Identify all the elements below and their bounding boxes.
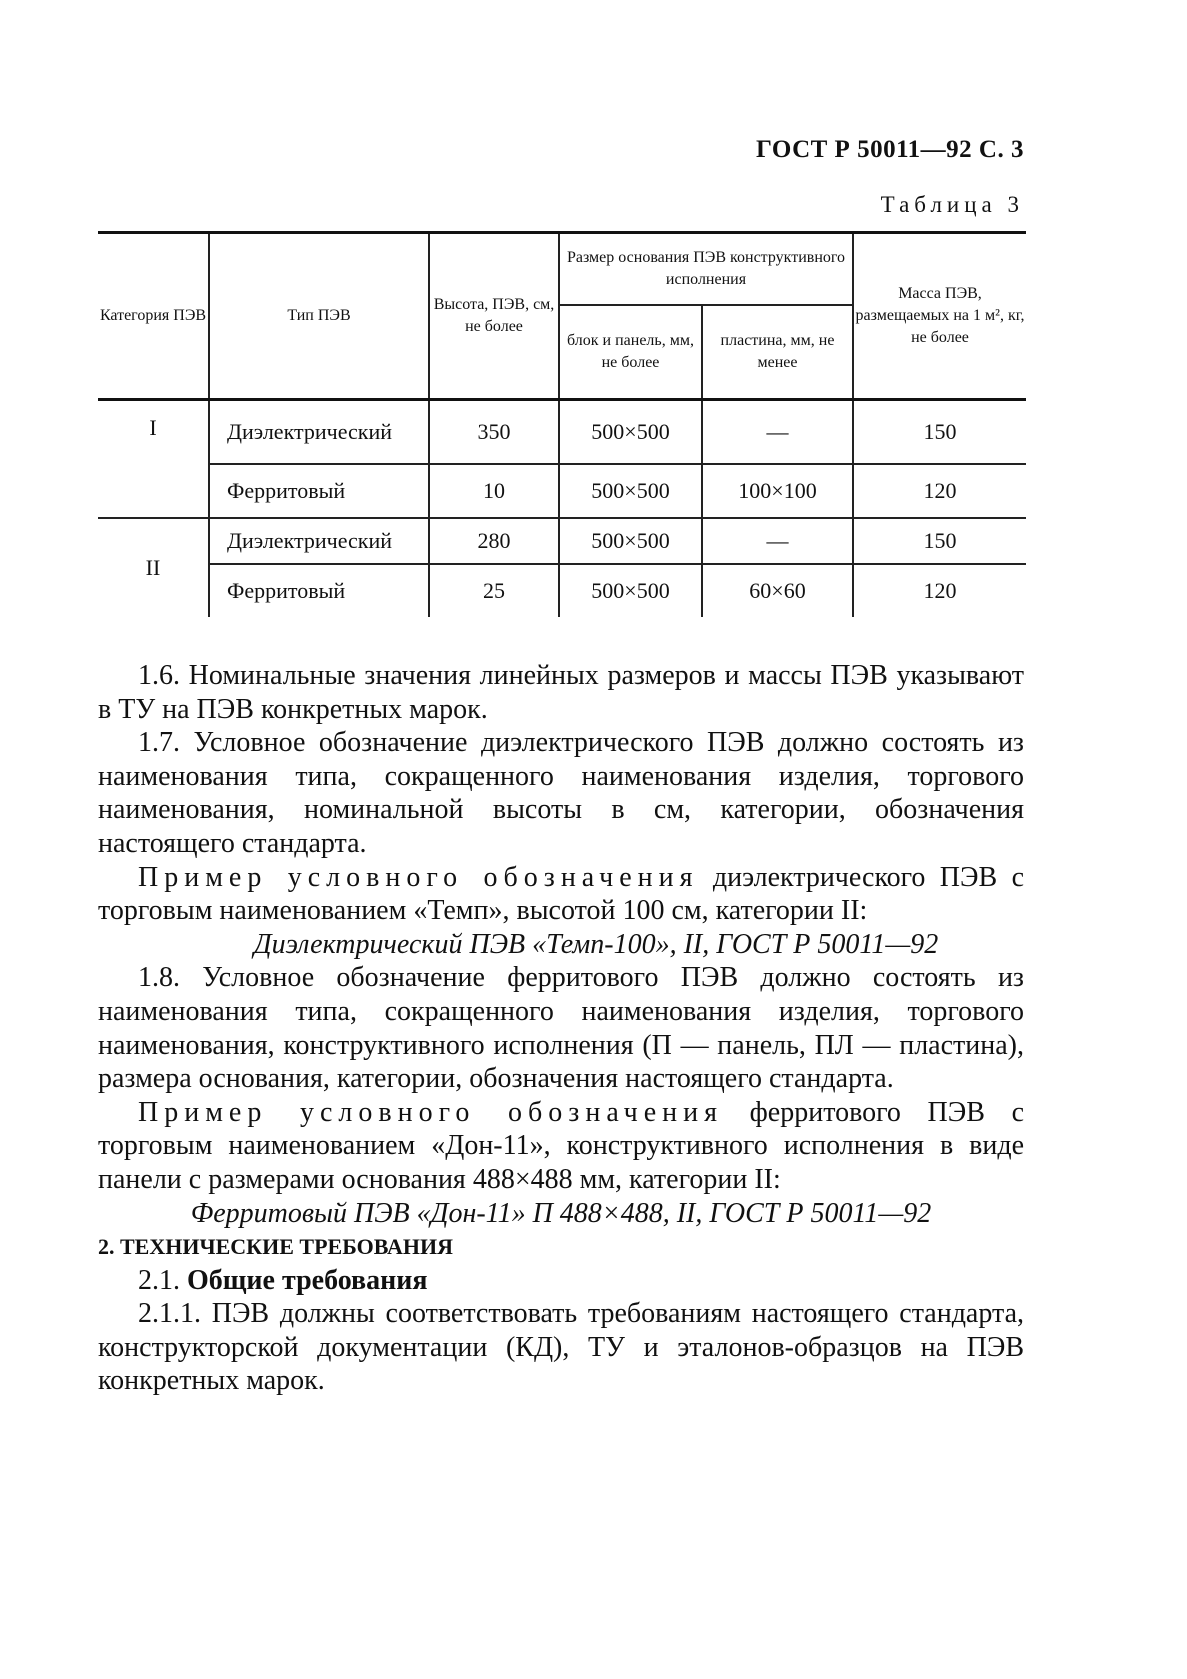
example-label: Пример условного обозначения	[138, 1096, 723, 1128]
cell-category: I	[98, 400, 209, 519]
header-mass: Масса ПЭВ, размещаемых на 1 м², кг, не более	[853, 233, 1026, 400]
table-row	[98, 518, 1026, 564]
cell-block: 500×500	[559, 564, 702, 617]
cell-plate: 100×100	[702, 464, 853, 518]
subsection-2-1	[98, 1264, 1024, 1298]
paragraph-1-6: 1.6. Номинальные значения линейных размеров и массы ПЭВ указывают в ТУ на ПЭВ конкретных марок.	[98, 660, 1024, 725]
example-1	[98, 861, 1024, 928]
header-base-size: Размер основания ПЭВ конструктивного исполнения	[559, 233, 853, 306]
paragraph-1-8: 1.8. Условное обозначение ферритового ПЭВ должно состоять из наименования типа, сокращенного наименования изделия, торгового наименования, конструктивного исполнения (П — панель, ПЛ — пластина), размера основания, категории, обозначения настоящего стандарта.	[98, 962, 1024, 1095]
header-height: Высота, ПЭВ, см, не более	[429, 233, 559, 400]
cell-mass: 150	[853, 518, 1026, 564]
cell-type: Ферритовый	[209, 464, 429, 518]
table-row	[98, 400, 1026, 465]
paragraph-1-7: 1.7. Условное обозначение диэлектрического ПЭВ должно состоять из наименования типа, сокращенного наименования изделия, торгового наименования, номинальной высоты в см, категории, обозначения настоящего стандарта.	[98, 727, 1024, 859]
cell-plate: —	[702, 518, 853, 564]
cell-height: 25	[429, 564, 559, 617]
subsection-title: Общие требования	[187, 1264, 428, 1296]
cell-category: II	[98, 518, 209, 617]
example-text: диэлектрического ПЭВ с торговым наименованием «Темп», высотой 100 см, категории II:	[98, 861, 1024, 927]
table-row	[98, 464, 1026, 518]
table-row	[98, 564, 1026, 617]
header-base-block: блок и панель, мм, не более	[559, 305, 702, 400]
specification-table	[98, 231, 1026, 617]
subsection-number: 2.1.	[138, 1264, 187, 1296]
cell-plate: —	[702, 400, 853, 465]
cell-block: 500×500	[559, 400, 702, 465]
example-label: Пример условного обозначения	[138, 861, 699, 893]
example-2	[98, 1096, 1024, 1197]
header-type: Тип ПЭВ	[209, 233, 429, 400]
body-text	[98, 659, 1024, 1398]
example-1-designation: Диэлектрический ПЭВ «Темп-100», II, ГОСТ Р 50011—92	[253, 928, 939, 960]
header-base-plate: пластина, мм, не менее	[702, 305, 853, 400]
cell-mass: 120	[853, 564, 1026, 617]
example-2-designation: Ферритовый ПЭВ «Дон-11» П 488×488, II, ГОСТ Р 50011—92	[190, 1197, 932, 1229]
cell-type: Диэлектрический	[209, 518, 429, 564]
cell-block: 500×500	[559, 518, 702, 564]
header-category: Категория ПЭВ	[98, 233, 209, 400]
section-2-title: 2. ТЕХНИЧЕСКИЕ ТРЕБОВАНИЯ	[98, 1234, 453, 1260]
example-text: ферритового ПЭВ с торговым наименованием «Дон-11», конструктивного исполнения в виде панели с размерами основания 488×488 мм, категории II:	[98, 1096, 1024, 1195]
cell-height: 280	[429, 518, 559, 564]
cell-plate: 60×60	[702, 564, 853, 617]
cell-type: Ферритовый	[209, 564, 429, 617]
cell-block: 500×500	[559, 464, 702, 518]
cell-height: 10	[429, 464, 559, 518]
cell-type: Диэлектрический	[209, 400, 429, 465]
table-caption: Таблица 3	[880, 192, 1024, 217]
cell-mass: 150	[853, 400, 1026, 465]
document-reference: ГОСТ Р 50011—92 С. 3	[756, 136, 1024, 163]
cell-mass: 120	[853, 464, 1026, 518]
paragraph-2-1-1: 2.1.1. ПЭВ должны соответствовать требованиям настоящего стандарта, конструкторской документации (КД), ТУ и эталонов-образцов на ПЭВ конкретных марок.	[98, 1298, 1024, 1397]
cell-height: 350	[429, 400, 559, 465]
